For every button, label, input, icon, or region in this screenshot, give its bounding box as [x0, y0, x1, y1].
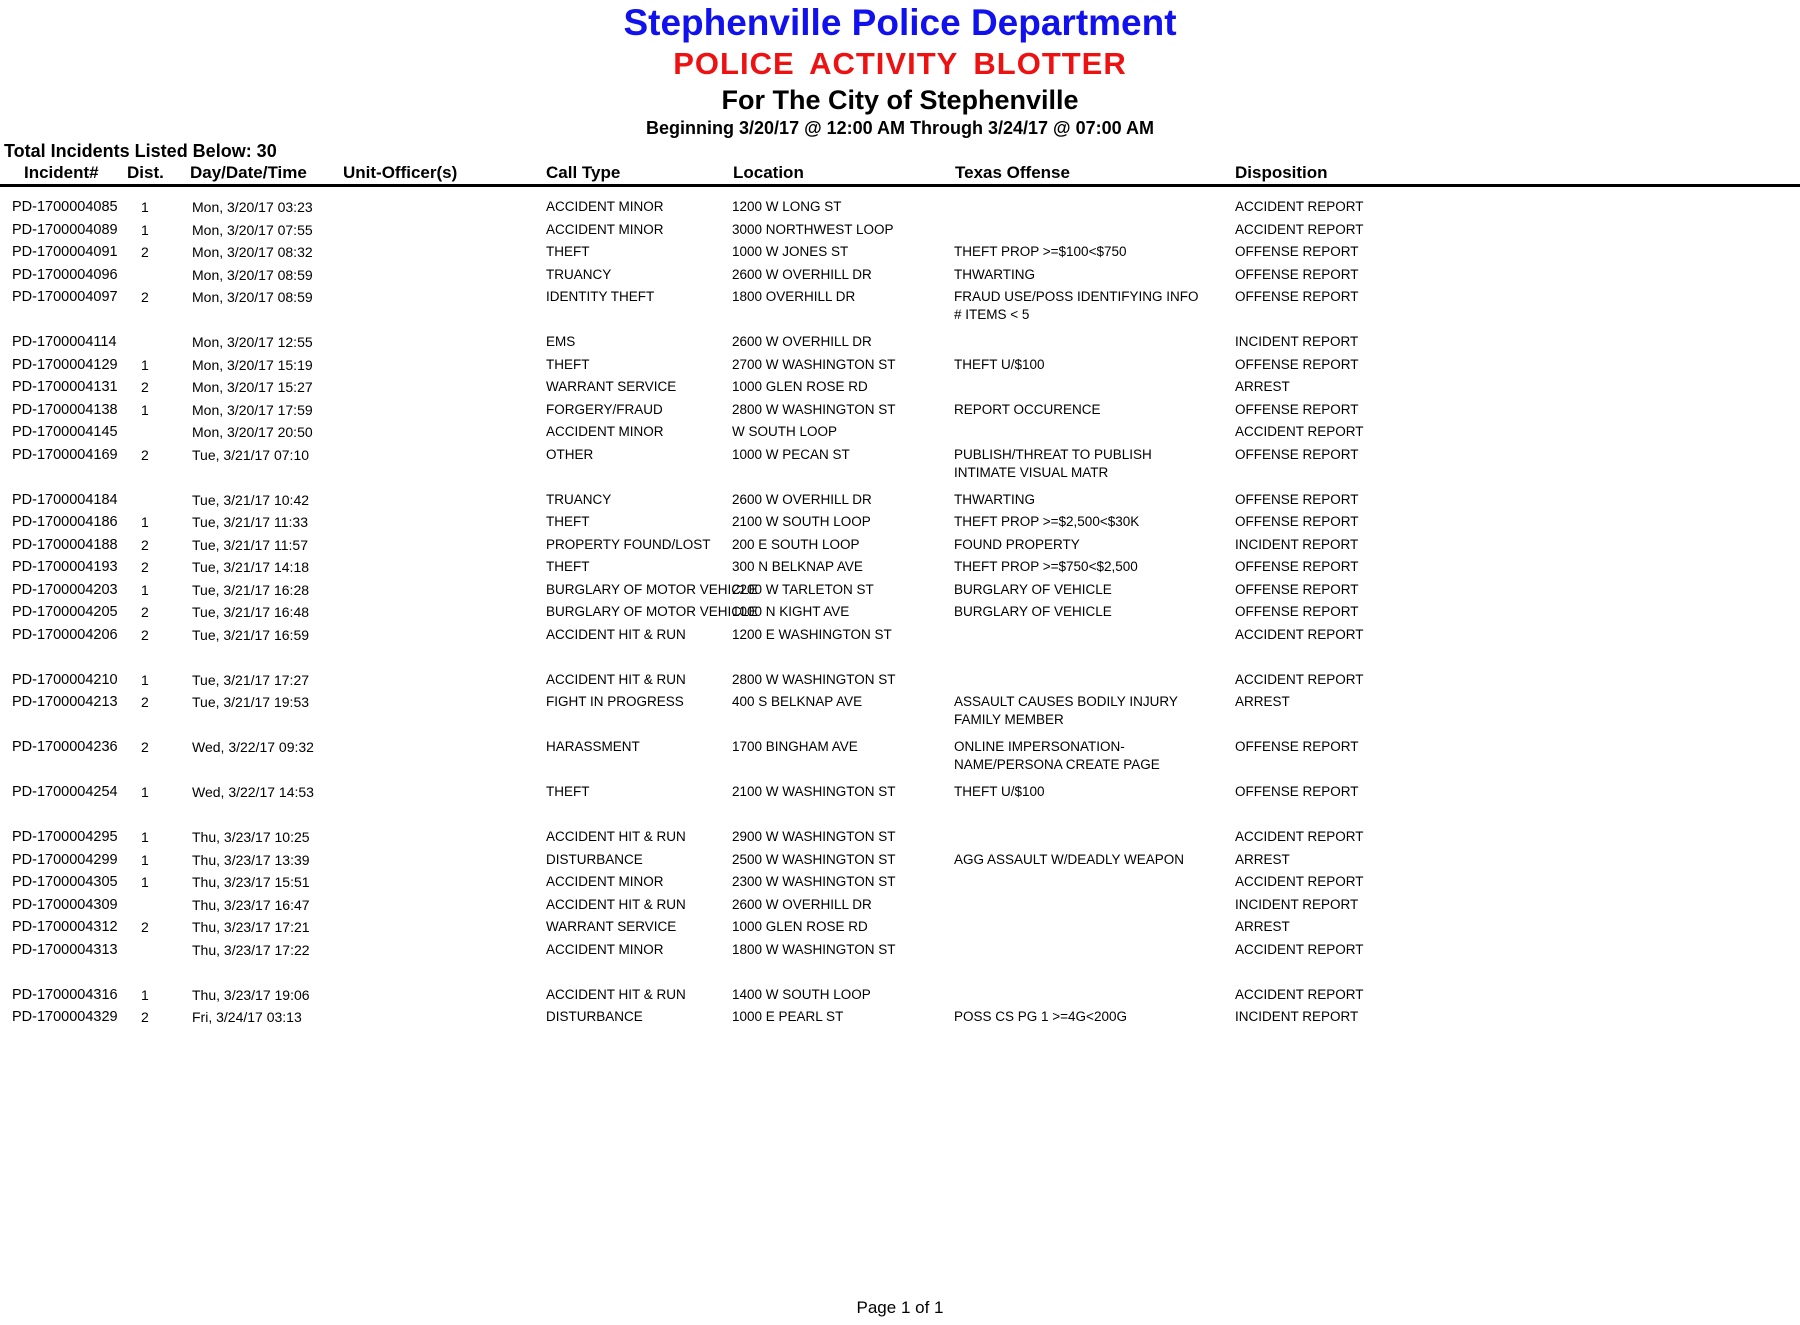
- date-time: Mon, 3/20/17 08:59: [192, 289, 313, 305]
- texas-offense: ONLINE IMPERSONATION-NAME/PERSONA CREATE PAGE: [954, 739, 1160, 772]
- incident-number: PD-1700004138: [12, 402, 118, 418]
- date-time: Fri, 3/24/17 03:13: [192, 1009, 302, 1025]
- table-row: [0, 626, 1800, 648]
- call-type: WARRANT SERVICE: [546, 379, 677, 394]
- call-type: ACCIDENT MINOR: [546, 424, 664, 439]
- date-time: Thu, 3/23/17 16:47: [192, 897, 310, 913]
- incident-number: PD-1700004129: [12, 357, 118, 373]
- table-row: [0, 243, 1800, 265]
- call-type: OTHER: [546, 447, 594, 462]
- column-header-disposition: Disposition: [1235, 163, 1328, 182]
- page-number: Page 1 of 1: [856, 1298, 944, 1317]
- texas-offense: THEFT PROP >=$2,500<$30K: [954, 514, 1140, 529]
- disposition: OFFENSE REPORT: [1235, 447, 1359, 462]
- location: 2300 W WASHINGTON ST: [732, 874, 896, 889]
- texas-offense: REPORT OCCURENCE: [954, 402, 1101, 417]
- table-row: [0, 896, 1800, 918]
- location: 2100 W SOUTH LOOP: [732, 514, 871, 529]
- location: 1000 E PEARL ST: [732, 1009, 844, 1024]
- call-type: ACCIDENT HIT & RUN: [546, 897, 686, 912]
- texas-offense: BURGLARY OF VEHICLE: [954, 604, 1112, 619]
- disposition: OFFENSE REPORT: [1235, 559, 1359, 574]
- location: 2600 W OVERHILL DR: [732, 897, 872, 912]
- header-rule: [0, 184, 1800, 187]
- date-time: Mon, 3/20/17 07:55: [192, 222, 313, 238]
- incident-number: PD-1700004316: [12, 987, 118, 1003]
- location: 1000 W PECAN ST: [732, 447, 850, 462]
- date-time: Thu, 3/23/17 10:25: [192, 829, 310, 845]
- texas-offense: THWARTING: [954, 267, 1035, 282]
- call-type: THEFT: [546, 357, 590, 372]
- disposition: INCIDENT REPORT: [1235, 334, 1359, 349]
- texas-offense: PUBLISH/THREAT TO PUBLISH INTIMATE VISUAL MATR: [954, 447, 1152, 480]
- call-type: DISTURBANCE: [546, 852, 643, 867]
- incident-number: PD-1700004203: [12, 582, 118, 598]
- table-row: [0, 828, 1800, 850]
- date-time: Wed, 3/22/17 14:53: [192, 784, 314, 800]
- column-header-date: Day/Date/Time: [190, 163, 307, 182]
- disposition: ACCIDENT REPORT: [1235, 874, 1364, 889]
- call-type: PROPERTY FOUND/LOST: [546, 537, 711, 552]
- location: 1800 OVERHILL DR: [732, 289, 856, 304]
- column-header-call-type: Call Type: [546, 163, 621, 182]
- disposition: INCIDENT REPORT: [1235, 897, 1359, 912]
- call-type: FIGHT IN PROGRESS: [546, 694, 684, 709]
- location: 200 E SOUTH LOOP: [732, 537, 860, 552]
- district: 2: [141, 694, 149, 710]
- table-row: [0, 266, 1800, 288]
- report-subtitle: POLICE ACTIVITY BLOTTER: [673, 46, 1127, 81]
- call-type: ACCIDENT MINOR: [546, 942, 664, 957]
- disposition: ACCIDENT REPORT: [1235, 987, 1364, 1002]
- location: 2600 W OVERHILL DR: [732, 267, 872, 282]
- date-time: Tue, 3/21/17 19:53: [192, 694, 310, 710]
- call-type: ACCIDENT HIT & RUN: [546, 672, 686, 687]
- incident-number: PD-1700004295: [12, 829, 118, 845]
- texas-offense: FRAUD USE/POSS IDENTIFYING INFO # ITEMS < 5: [954, 289, 1199, 322]
- date-time: Thu, 3/23/17 17:21: [192, 919, 310, 935]
- table-row: [0, 401, 1800, 423]
- location: 1400 W SOUTH LOOP: [732, 987, 871, 1002]
- location: 2600 W OVERHILL DR: [732, 492, 872, 507]
- date-time: Tue, 3/21/17 16:48: [192, 604, 310, 620]
- call-type: ACCIDENT MINOR: [546, 874, 664, 889]
- total-incidents: Total Incidents Listed Below: 30: [4, 141, 277, 161]
- district: 1: [141, 357, 149, 373]
- district: 1: [141, 784, 149, 800]
- table-row: [0, 356, 1800, 378]
- call-type: EMS: [546, 334, 576, 349]
- location: 2100 W WASHINGTON ST: [732, 784, 896, 799]
- call-type: WARRANT SERVICE: [546, 919, 677, 934]
- table-row: [0, 513, 1800, 535]
- column-header-dist: Dist.: [127, 163, 164, 182]
- table-row: [0, 198, 1800, 220]
- incident-number: PD-1700004205: [12, 604, 118, 620]
- date-time: Mon, 3/20/17 08:59: [192, 267, 313, 283]
- disposition: OFFENSE REPORT: [1235, 402, 1359, 417]
- call-type: ACCIDENT HIT & RUN: [546, 987, 686, 1002]
- table-row: [0, 603, 1800, 625]
- disposition: OFFENSE REPORT: [1235, 289, 1359, 304]
- incident-number: PD-1700004169: [12, 447, 118, 463]
- incident-number: PD-1700004210: [12, 672, 118, 688]
- table-row: [0, 918, 1800, 940]
- location: 1800 W WASHINGTON ST: [732, 942, 896, 957]
- table-row: [0, 378, 1800, 400]
- location: 2800 W WASHINGTON ST: [732, 672, 896, 687]
- call-type: HARASSMENT: [546, 739, 640, 754]
- disposition: OFFENSE REPORT: [1235, 267, 1359, 282]
- table-row: [0, 1008, 1800, 1030]
- location: 1000 N KIGHT AVE: [732, 604, 850, 619]
- texas-offense: THEFT PROP >=$100<$750: [954, 244, 1127, 259]
- district: 2: [141, 379, 149, 395]
- disposition: ARREST: [1235, 852, 1290, 867]
- disposition: ARREST: [1235, 919, 1290, 934]
- incident-number: PD-1700004085: [12, 199, 118, 215]
- district: 2: [141, 739, 149, 755]
- district: 1: [141, 987, 149, 1003]
- district: 2: [141, 537, 149, 553]
- disposition: ACCIDENT REPORT: [1235, 424, 1364, 439]
- date-time: Tue, 3/21/17 07:10: [192, 447, 310, 463]
- table-row: [0, 851, 1800, 873]
- location: 1200 W LONG ST: [732, 199, 842, 214]
- incident-number: PD-1700004114: [12, 334, 117, 350]
- date-time: Mon, 3/20/17 15:27: [192, 379, 313, 395]
- table-row: [0, 738, 1800, 772]
- table-row: [0, 941, 1800, 963]
- incident-number: PD-1700004193: [12, 559, 118, 575]
- district: 2: [141, 244, 149, 260]
- location: 1000 GLEN ROSE RD: [732, 919, 868, 934]
- district: 1: [141, 402, 149, 418]
- call-type: ACCIDENT MINOR: [546, 222, 664, 237]
- incident-number: PD-1700004313: [12, 942, 118, 958]
- location: 3000 NORTHWEST LOOP: [732, 222, 894, 237]
- call-type: BURGLARY OF MOTOR VEHICLE: [546, 604, 758, 619]
- table-row: [0, 873, 1800, 895]
- date-time: Mon, 3/20/17 03:23: [192, 199, 313, 215]
- location: 2200 W TARLETON ST: [732, 582, 874, 597]
- district: 2: [141, 627, 149, 643]
- call-type: ACCIDENT HIT & RUN: [546, 627, 686, 642]
- district: 2: [141, 289, 149, 305]
- location: 1000 W JONES ST: [732, 244, 849, 259]
- incident-number: PD-1700004206: [12, 627, 118, 643]
- disposition: OFFENSE REPORT: [1235, 784, 1359, 799]
- date-time: Tue, 3/21/17 16:28: [192, 582, 310, 598]
- disposition: ACCIDENT REPORT: [1235, 627, 1364, 642]
- incident-number: PD-1700004184: [12, 492, 118, 508]
- call-type: BURGLARY OF MOTOR VEHICLE: [546, 582, 758, 597]
- table-row: [0, 288, 1800, 322]
- date-time: Mon, 3/20/17 12:55: [192, 334, 313, 350]
- district: 1: [141, 874, 149, 890]
- incident-number: PD-1700004188: [12, 537, 118, 553]
- location: 2700 W WASHINGTON ST: [732, 357, 896, 372]
- location: 2600 W OVERHILL DR: [732, 334, 872, 349]
- table-row: [0, 423, 1800, 445]
- disposition: OFFENSE REPORT: [1235, 357, 1359, 372]
- location: 2800 W WASHINGTON ST: [732, 402, 896, 417]
- district: 1: [141, 829, 149, 845]
- call-type: THEFT: [546, 244, 590, 259]
- table-row: [0, 491, 1800, 513]
- table-row: [0, 783, 1800, 805]
- incident-number: PD-1700004213: [12, 694, 118, 710]
- disposition: ARREST: [1235, 379, 1290, 394]
- incident-number: PD-1700004329: [12, 1009, 118, 1025]
- disposition: OFFENSE REPORT: [1235, 604, 1359, 619]
- report-city: For The City of Stephenville: [721, 85, 1079, 115]
- table-row: [0, 986, 1800, 1008]
- location: 2900 W WASHINGTON ST: [732, 829, 896, 844]
- report-date-range: Beginning 3/20/17 @ 12:00 AM Through 3/24/17 @ 07:00 AM: [646, 118, 1154, 138]
- report-title: Stephenville Police Department: [623, 2, 1177, 43]
- date-time: Tue, 3/21/17 10:42: [192, 492, 310, 508]
- column-header-unit: Unit-Officer(s): [343, 163, 458, 182]
- table-row: [0, 558, 1800, 580]
- disposition: ACCIDENT REPORT: [1235, 222, 1364, 237]
- disposition: INCIDENT REPORT: [1235, 1009, 1359, 1024]
- district: 1: [141, 852, 149, 868]
- texas-offense: FOUND PROPERTY: [954, 537, 1080, 552]
- date-time: Wed, 3/22/17 09:32: [192, 739, 314, 755]
- incident-number: PD-1700004089: [12, 222, 118, 238]
- date-time: Mon, 3/20/17 20:50: [192, 424, 313, 440]
- texas-offense: THWARTING: [954, 492, 1035, 507]
- table-row: [0, 536, 1800, 558]
- disposition: INCIDENT REPORT: [1235, 537, 1359, 552]
- call-type: TRUANCY: [546, 492, 612, 507]
- texas-offense: AGG ASSAULT W/DEADLY WEAPON: [954, 852, 1185, 867]
- call-type: THEFT: [546, 514, 590, 529]
- texas-offense: BURGLARY OF VEHICLE: [954, 582, 1112, 597]
- district: 1: [141, 672, 149, 688]
- call-type: IDENTITY THEFT: [546, 289, 655, 304]
- location: 400 S BELKNAP AVE: [732, 694, 863, 709]
- location: W SOUTH LOOP: [732, 424, 838, 439]
- disposition: ACCIDENT REPORT: [1235, 829, 1364, 844]
- texas-offense: POSS CS PG 1 >=4G<200G: [954, 1009, 1127, 1024]
- column-header-incident: Incident#: [24, 163, 99, 182]
- table-row: [0, 671, 1800, 693]
- disposition: ARREST: [1235, 694, 1290, 709]
- disposition: OFFENSE REPORT: [1235, 244, 1359, 259]
- texas-offense: THEFT PROP >=$750<$2,500: [954, 559, 1138, 574]
- table-row: [0, 581, 1800, 603]
- call-type: ACCIDENT MINOR: [546, 199, 664, 214]
- incident-number: PD-1700004186: [12, 514, 118, 530]
- incident-number: PD-1700004131: [12, 379, 118, 395]
- district: 2: [141, 919, 149, 935]
- column-header-offense: Texas Offense: [955, 163, 1070, 182]
- call-type: TRUANCY: [546, 267, 612, 282]
- date-time: Mon, 3/20/17 17:59: [192, 402, 313, 418]
- date-time: Mon, 3/20/17 08:32: [192, 244, 313, 260]
- district: 2: [141, 604, 149, 620]
- disposition: ACCIDENT REPORT: [1235, 672, 1364, 687]
- incident-number: PD-1700004236: [12, 739, 118, 755]
- call-type: FORGERY/FRAUD: [546, 402, 663, 417]
- texas-offense: ASSAULT CAUSES BODILY INJURY FAMILY MEMBER: [954, 694, 1178, 727]
- date-time: Thu, 3/23/17 19:06: [192, 987, 310, 1003]
- call-type: DISTURBANCE: [546, 1009, 643, 1024]
- district: 2: [141, 447, 149, 463]
- incident-number: PD-1700004309: [12, 897, 118, 913]
- location: 2500 W WASHINGTON ST: [732, 852, 896, 867]
- date-time: Tue, 3/21/17 11:57: [192, 537, 308, 553]
- incident-number: PD-1700004312: [12, 919, 118, 935]
- disposition: ACCIDENT REPORT: [1235, 942, 1364, 957]
- disposition: OFFENSE REPORT: [1235, 492, 1359, 507]
- table-row: [0, 446, 1800, 480]
- date-time: Tue, 3/21/17 17:27: [192, 672, 310, 688]
- disposition: OFFENSE REPORT: [1235, 582, 1359, 597]
- location: 1700 BINGHAM AVE: [732, 739, 858, 754]
- disposition: ACCIDENT REPORT: [1235, 199, 1364, 214]
- table-row: [0, 693, 1800, 727]
- date-time: Thu, 3/23/17 17:22: [192, 942, 310, 958]
- incident-number: PD-1700004299: [12, 852, 118, 868]
- disposition: OFFENSE REPORT: [1235, 514, 1359, 529]
- incident-number: PD-1700004096: [12, 267, 118, 283]
- district: 2: [141, 559, 149, 575]
- date-time: Tue, 3/21/17 14:18: [192, 559, 310, 575]
- call-type: THEFT: [546, 559, 590, 574]
- location: 1200 E WASHINGTON ST: [732, 627, 892, 642]
- district: 1: [141, 514, 149, 530]
- incident-number: PD-1700004145: [12, 424, 118, 440]
- district: 1: [141, 582, 149, 598]
- disposition: OFFENSE REPORT: [1235, 739, 1359, 754]
- location: 300 N BELKNAP AVE: [732, 559, 863, 574]
- column-header-location: Location: [733, 163, 804, 182]
- date-time: Tue, 3/21/17 11:33: [192, 514, 308, 530]
- date-time: Tue, 3/21/17 16:59: [192, 627, 310, 643]
- location: 1000 GLEN ROSE RD: [732, 379, 868, 394]
- date-time: Mon, 3/20/17 15:19: [192, 357, 313, 373]
- date-time: Thu, 3/23/17 15:51: [192, 874, 310, 890]
- texas-offense: THEFT U/$100: [954, 784, 1045, 799]
- date-time: Thu, 3/23/17 13:39: [192, 852, 310, 868]
- district: 2: [141, 1009, 149, 1025]
- incident-number: PD-1700004091: [12, 244, 118, 260]
- district: 1: [141, 222, 149, 238]
- call-type: ACCIDENT HIT & RUN: [546, 829, 686, 844]
- incident-number: PD-1700004254: [12, 784, 118, 800]
- incident-number: PD-1700004097: [12, 289, 118, 305]
- table-row: [0, 221, 1800, 243]
- incident-number: PD-1700004305: [12, 874, 118, 890]
- call-type: THEFT: [546, 784, 590, 799]
- table-row: [0, 333, 1800, 355]
- texas-offense: THEFT U/$100: [954, 357, 1045, 372]
- district: 1: [141, 199, 149, 215]
